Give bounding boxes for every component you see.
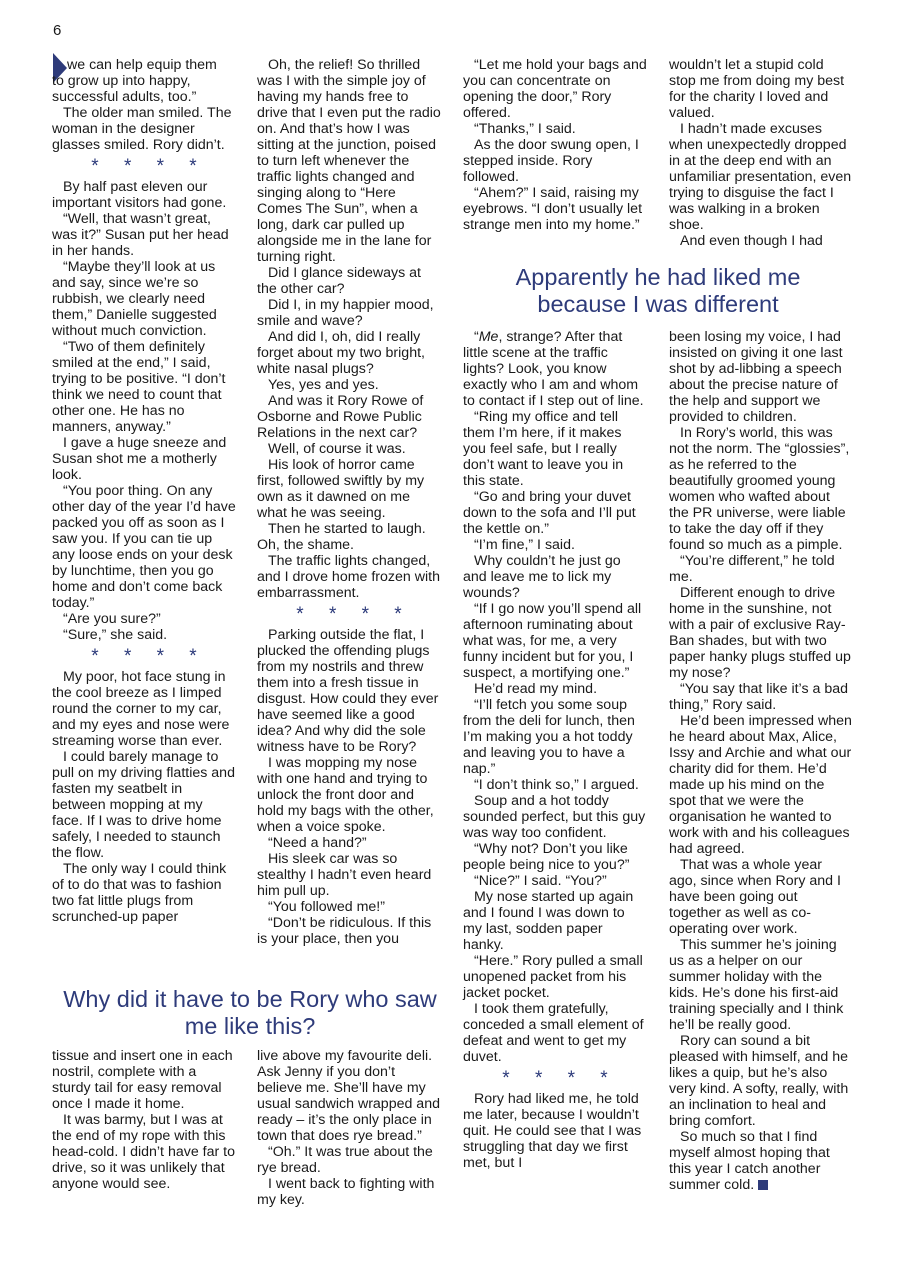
paragraph: “Why not? Don’t you like people being nice to you?” xyxy=(463,841,630,873)
paragraph: “Thanks,” I said. xyxy=(474,121,576,137)
paragraph: Yes, yes and yes. xyxy=(268,377,379,393)
paragraph: Soup and a hot toddy sounded perfect, but this guy was way too confident. xyxy=(463,793,646,841)
paragraph: “You poor thing. On any other day of the year I’d have packed you off as soon as I saw you. If you can tie up any loose ends on your desk by lunchtime, then you go home and don’t come back today.” xyxy=(52,483,236,611)
paragraph: to grow up into happy, successful adults, too.” xyxy=(52,73,197,105)
paragraph: “I’m fine,” I said. xyxy=(474,537,575,553)
paragraph: My nose started up again and I found I was down to my last, sodden paper hanky. xyxy=(463,889,634,953)
column-2-continued xyxy=(257,1048,441,1208)
paragraph: He’d read my mind. xyxy=(474,681,598,697)
paragraph: And even though I had xyxy=(680,233,823,249)
paragraph xyxy=(669,1129,853,1193)
paragraph: “Me, strange? After that little scene at the traffic lights? Look, you know exactly who I am and whom to contact if I step out of line. xyxy=(463,329,644,409)
paragraph: “Go and bring your duvet down to the sofa and I’ll put the kettle on.” xyxy=(463,489,636,537)
paragraph: “Don’t be ridiculous. If this is your place, then you xyxy=(257,915,432,947)
paragraph: Different enough to drive home in the sunshine, not with a pair of exclusive Ray-Ban shades, but with two paper hanky plugs stuffed up my nose? xyxy=(669,585,851,681)
paragraph: “Sure,” she said. xyxy=(63,627,168,643)
paragraph: This summer he’s joining us as a helper on our summer holiday with the kids. He’s done his first-aid training specially and I think he’ll be really good. xyxy=(669,937,844,1033)
paragraph: His sleek car was so stealthy I hadn’t even heard him pull up. xyxy=(257,851,432,899)
paragraph: “Are you sure?” xyxy=(63,611,161,627)
paragraph-text: So much so that I find myself almost hoping that this year I catch another summer cold. xyxy=(669,1129,830,1193)
paragraph: In Rory’s world, this was not the norm. The “glossies”, as he referred to the beautifully groomed young women who wafted about the PR universe, were liable to take the day off if they found so much as a pimple. xyxy=(669,425,850,553)
paragraph: Parking outside the flat, I plucked the offending plugs from my nostrils and threw them into a fresh tissue in disgust. How could they ever have seemed like a good idea? And why did the sole witness have to be Rory? xyxy=(257,627,439,755)
column-4-continued xyxy=(669,329,853,1193)
paragraph: That was a whole year ago, since when Rory and I have been going out together as well as co-operating over work. xyxy=(669,857,841,937)
paragraph: Oh, the relief! So thrilled was I with the simple joy of having my hands free to drive that I even put the radio on. And that’s how I was sitting at the junction, poised to turn left whenever the traffic lights changed and singing along to “Here Comes The Sun”, when a long, dark car pulled up alongside me in the lane for turning right. xyxy=(257,57,441,265)
section-break: * * * * xyxy=(91,156,207,177)
paragraph: live above my favourite deli. Ask Jenny if you don’t believe me. She’ll have my usual sandwich wrapped and ready – it’s the only place in town that does rye bread.” xyxy=(257,1048,440,1144)
paragraph: “If I go now you’ll spend all afternoon ruminating about what was, for me, a very funny incident but for you, I suspect, a mortifying one.” xyxy=(463,601,642,681)
paragraph: I gave a huge sneeze and Susan shot me a motherly look. xyxy=(52,435,227,483)
paragraph: “You followed me!” xyxy=(268,899,385,915)
emphasis: Me xyxy=(478,329,499,345)
paragraph-text: , strange? After that little scene at the traffic lights? Look, you know exactly who I am and whom to contact if I step out of line. xyxy=(463,329,644,409)
paragraph: Did I, in my happier mood, smile and wave? xyxy=(257,297,434,329)
paragraph: By half past eleven our important visitors had gone. xyxy=(52,179,227,211)
paragraph: “You say that like it’s a bad thing,” Rory said. xyxy=(669,681,848,713)
column-1-continued xyxy=(52,1048,236,1192)
section-break: * * * * xyxy=(502,1068,618,1089)
pull-quote: Apparently he had liked me because I was different xyxy=(515,264,801,317)
paragraph: “Ahem?” I said, raising my eyebrows. “I don’t usually let strange men into my home.” xyxy=(463,185,643,233)
section-break: * * * * xyxy=(296,604,412,625)
page-number: 6 xyxy=(53,22,62,39)
column-3-continued xyxy=(463,329,647,1171)
paragraph: Rory had liked me, he told me later, because I wouldn’t quit. He could see that I was struggling that day we first met, but I xyxy=(463,1091,642,1171)
paragraph: I went back to fighting with my key. xyxy=(257,1176,435,1208)
paragraph: “Well, that wasn’t great, was it?” Susan put her head in her hands. xyxy=(52,211,229,259)
paragraph: And did I, oh, did I really forget about my two bright, white nasal plugs? xyxy=(257,329,425,377)
paragraph: His look of horror came first, followed swiftly by my own as it dawned on me what he was seeing. xyxy=(257,457,425,521)
paragraph: “Here.” Rory pulled a small unopened packet from his jacket pocket. xyxy=(463,953,643,1001)
paragraph: “Nice?” I said. “You?” xyxy=(474,873,607,889)
paragraph: It was barmy, but I was at the end of my rope with this head-cold. I didn’t have far to drive, so it was unlikely that anyone would see. xyxy=(52,1112,235,1192)
paragraph: And was it Rory Rowe of Osborne and Rowe Public Relations in the next car? xyxy=(257,393,424,441)
end-mark-icon xyxy=(758,1180,768,1190)
paragraph: “Two of them definitely smiled at the end,” I said, trying to be positive. “I don’t think we need to count that other one. He has no manners, anyway.” xyxy=(52,339,226,435)
paragraph: “You’re different,” he told me. xyxy=(669,553,835,585)
paragraph: Rory can sound a bit pleased with himself, and he likes a quip, but he’s also very kind. A softy, really, with an inclination to heal and bring comfort. xyxy=(669,1033,849,1129)
paragraph: been losing my voice, I had insisted on giving it one last shot by ad-libbing a speech about the precise nature of the help and support we provided to children. xyxy=(669,329,843,425)
section-break: * * * * xyxy=(91,646,207,667)
column-2 xyxy=(257,57,441,947)
paragraph: The traffic lights changed, and I drove home frozen with embarrassment. xyxy=(257,553,440,601)
paragraph: “Need a hand?” xyxy=(268,835,367,851)
paragraph: I could barely manage to pull on my driving flatties and fasten my seatbelt in between mopping at my face. If I was to drive home safely, I needed to staunch the flow. xyxy=(52,749,235,861)
paragraph: Did I glance sideways at the other car? xyxy=(257,265,421,297)
paragraph: “Ring my office and tell them I’m here, if it makes you feel safe, but I really don’t want to leave you in this state. xyxy=(463,409,624,489)
paragraph: we can help equip them xyxy=(67,57,217,73)
paragraph: The only way I could think of to do that was to fashion two fat little plugs from scrunched-up paper xyxy=(52,861,227,925)
paragraph: tissue and insert one in each nostril, complete with a sturdy tail for easy removal once I made it home. xyxy=(52,1048,233,1112)
paragraph: wouldn’t let a stupid cold stop me from doing my best for the charity I loved and valued. xyxy=(669,57,845,121)
paragraph: As the door swung open, I stepped inside. Rory followed. xyxy=(463,137,639,185)
paragraph: He’d been impressed when he heard about Max, Alice, Issy and Archie and what our charity did for them. He’d made up his mind on the spot that we were the organisation he wanted to work with and his colleagues had agreed. xyxy=(669,713,852,857)
paragraph: I hadn’t made excuses when unexpectedly dropped in at the deep end with an unfamiliar presentation, even trying to disguise the fact I was walking in a broken shoe. xyxy=(669,121,852,233)
paragraph: “I don’t think so,” I argued. xyxy=(474,777,639,793)
column-3 xyxy=(463,57,647,233)
paragraph: Well, of course it was. xyxy=(268,441,406,457)
paragraph: “Let me hold your bags and you can concentrate on opening the door,” Rory offered. xyxy=(463,57,647,121)
paragraph: The older man smiled. The woman in the designer glasses smiled. Rory didn’t. xyxy=(52,105,232,153)
column-1 xyxy=(52,57,236,925)
paragraph: My poor, hot face stung in the cool breeze as I limped round the corner to my car, and my eyes and nose were streaming worse than ever. xyxy=(52,669,230,749)
paragraph: Why couldn’t he just go and leave me to lick my wounds? xyxy=(463,553,621,601)
column-4 xyxy=(669,57,853,249)
paragraph: “Oh.” It was true about the rye bread. xyxy=(257,1144,433,1176)
paragraph: Then he started to laugh. Oh, the shame. xyxy=(257,521,426,553)
paragraph: “I’ll fetch you some soup from the deli for lunch, then I’m making you a hot toddy and leaving you to have a nap.” xyxy=(463,697,635,777)
paragraph: I took them gratefully, conceded a small element of defeat and went to get my duvet. xyxy=(463,1001,644,1065)
pull-quote: Why did it have to be Rory who saw me like this? xyxy=(63,986,437,1039)
paragraph: “Maybe they’ll look at us and say, since we’re so rubbish, we clearly need them,” Danielle suggested without much conviction. xyxy=(52,259,217,339)
paragraph: I was mopping my nose with one hand and trying to unlock the front door and hold my bags with the other, when a voice spoke. xyxy=(257,755,434,835)
